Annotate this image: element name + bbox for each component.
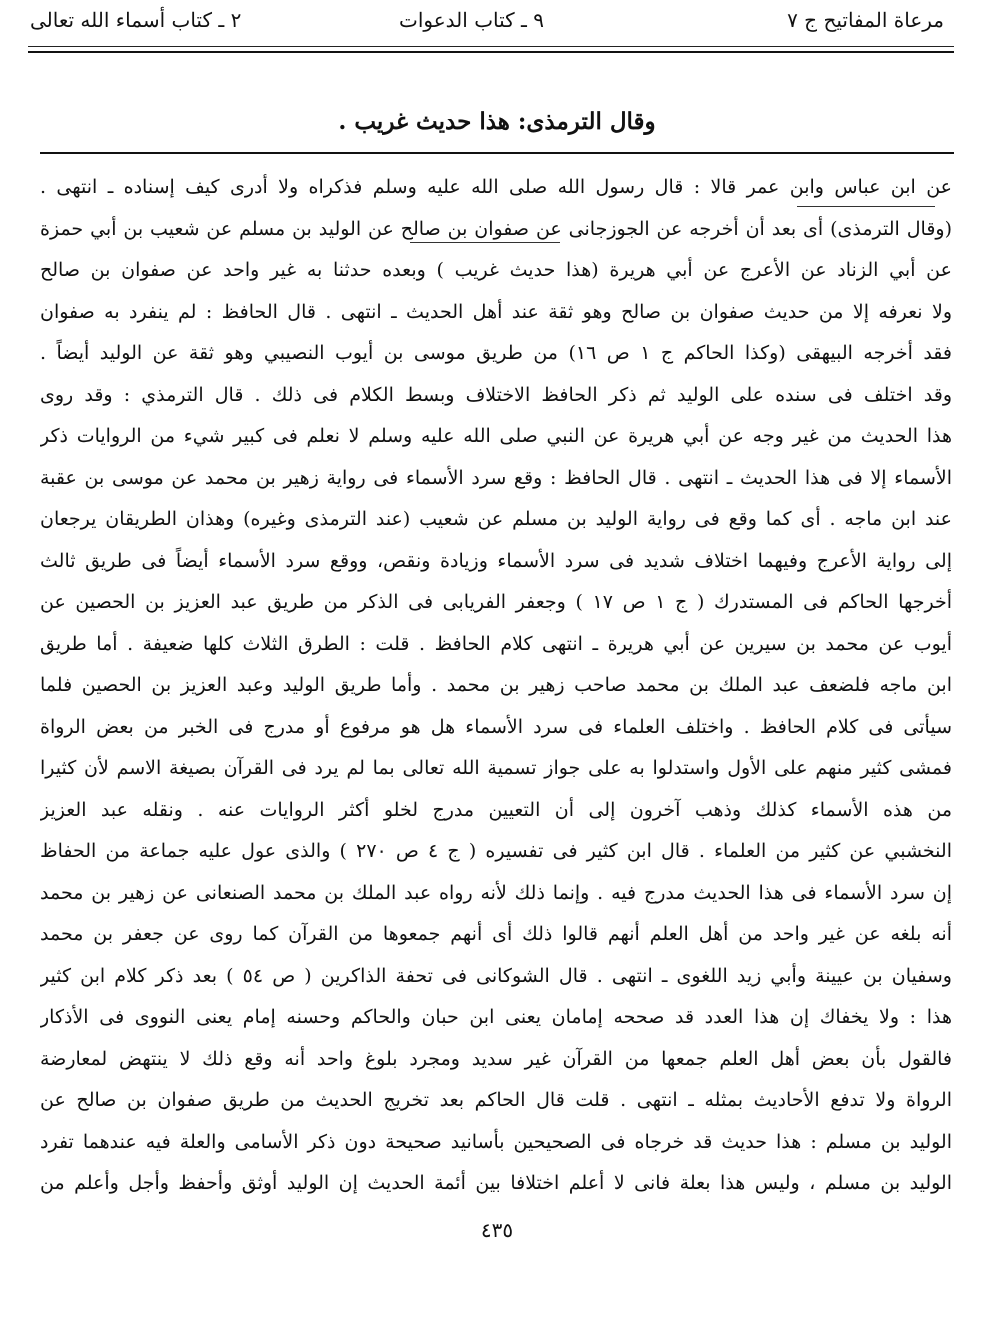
text-line: من هذه الأسماء كذلك وذهب آخرون إلى أن التعيين مدرج لخلو أكثر الروايات عنه . ونقله عبد العزيز bbox=[40, 798, 952, 821]
hadith-text-heading: وقال الترمذى: هذا حديث غريب . bbox=[338, 108, 656, 135]
text-line: هذا : ولا يخفاك إن هذا العدد قد صححه إمامان يعنى ابن حبان والحاكم وحسنه إمام يعنى النووى فى الأذكار bbox=[40, 1006, 952, 1028]
text-line: أيوب عن محمد بن سيرين عن أبي هريرة ـ انتهى كلام الحافظ . قلت : الطرق الثلاث كلها ضعيفة . أما طريق bbox=[40, 632, 952, 655]
text-line: عن أبي الزناد عن الأعرج عن أبي هريرة (هذا حديث غريب ) وبعده حدثنا به غير واحد عن صفوان بن صالح bbox=[40, 259, 952, 281]
text-line: أنه بلغه عن غير واحد من أهل العلم أنهم قالوا ذلك أى أنهم جمعوها من القرآن كما روى عن جعفر بن محمد bbox=[40, 923, 952, 945]
text-line: (وقال الترمذى) أى بعد أن أخرجه عن الجوزجانى عن صفوان بن صالح عن الوليد بن مسلم عن شعيب بن أبي حمزة bbox=[40, 217, 952, 240]
text-line: فقد أخرجه البيهقى (وكذا الحاكم ج ١ ص ١٦) من طريق موسى بن أيوب النصيبي وهو ثقة عن الوليد أيضاً . bbox=[40, 342, 952, 364]
header-rule-thin bbox=[28, 46, 954, 47]
text-line: الوليد بن مسلم : هذا حديث قد خرجاه فى الصحيحين بأسانيد صحيحة دون ذكر الأسامى والعلة فيه عندهما تفرد bbox=[40, 1130, 952, 1153]
text-line: الرواة ولا تدفع الأحاديث بمثله ـ انتهى . قلت قال الحاكم بعد تخريج الحديث من طريق صفوان بن صالح عن bbox=[40, 1089, 952, 1111]
page-number: ٤٣٥ bbox=[480, 1218, 514, 1242]
text-line: ابن ماجه فلضعف عبد الملك بن محمد صاحب زهير بن محمد . وأما طريق الوليد وعبد العزيز بن الحصين فلما bbox=[40, 674, 952, 696]
text-line: أخرجها الحاكم فى المستدرك ( ج ١ ص ١٧ ) وجعفر الفريابى فى الذكر من طريق عبد العزيز بن الحصين عن bbox=[40, 591, 952, 613]
text-line: هذا الحديث من غير وجه عن أبي هريرة عن النبي صلى الله عليه وسلم لا نعلم فى كبير شيء من الروايات ذكر bbox=[40, 425, 952, 447]
text-line: فالقول بأن بعض أهل العلم جمعها من القرآن غير سديد ومجرد بلوغ واحد أنه وقع ذلك لا ينتهض لمعارضة bbox=[40, 1047, 952, 1070]
text-line: ولا نعرفه إلا من حديث صفوان بن صالح وهو ثقة عند أهل الحديث ـ انتهى . قال الحافظ : لم ينفرد به صفوان bbox=[40, 300, 952, 323]
text-line: وقد اختلف فى سنده على الوليد ثم ذكر الحافظ الاختلاف وبسط الكلام فى ذلك . قال الترمذي : وقد روى bbox=[40, 383, 952, 406]
text-line: النخشبي عن كثير من العلماء . قال ابن كثير فى تفسيره ( ج ٤ ص ٢٧٠ ) والذى عول عليه جماعة من الحفاظ bbox=[40, 840, 952, 862]
text-line: إن سرد الأسماء فى هذا الحديث مدرج فيه . وإنما ذلك لأنه رواه عبد الملك بن محمد الصنعانى عن زهير بن محمد bbox=[40, 881, 952, 904]
text-line: فمشى كثير منهم على الأول واستدلوا به على جواز تسمية الله تعالى بما لم يرد فى القرآن بصيغة الاسم لأن كثيرا bbox=[40, 757, 952, 779]
text-line: عن ابن عباس وابن عمر قالا : قال رسول الله صلى الله عليه وسلم فذكراه ولا أدرى كيف إسناده ـ انتهى . bbox=[40, 176, 952, 198]
commentary-divider bbox=[40, 152, 954, 154]
header-section: ٩ ـ كتاب الدعوات bbox=[399, 8, 544, 32]
header-rule-thick bbox=[28, 51, 954, 53]
running-header bbox=[30, 8, 954, 38]
text-line: وسفيان بن عيينة وأبي زيد اللغوى ـ انتهى . قال الشوكانى فى تحفة الذاكرين ( ص ٥٤ ) بعد ذكر كلام ابن كثير bbox=[40, 964, 952, 987]
text-line: عند ابن ماجه . أى كما وقع فى رواية الوليد بن مسلم عن شعيب (عند الترمذى وغيره) وهذان الطريقان يرجعان bbox=[40, 508, 952, 530]
commentary-body bbox=[40, 170, 952, 1208]
text-line: إلى رواية الأعرج وفيهما اختلاف شديد فى سرد الأسماء وزيادة ونقص، ووقع سرد الأسماء أيضاً فى طريق ثالث bbox=[40, 549, 952, 572]
text-line: الوليد بن مسلم ، وليس هذا بعلة فانى لا أعلم اختلافا بين أئمة الحديث إن الوليد أوثق وأحفظ وأجل وأعلم من bbox=[40, 1172, 952, 1194]
text-line: الأسماء إلا فى هذا الحديث ـ انتهى . قال الحافظ : وقع سرد الأسماء فى رواية زهير بن محمد عن موسى بن عقبة bbox=[40, 466, 952, 489]
header-book-volume: مرعاة المفاتيح ج ٧ bbox=[787, 8, 944, 32]
header-chapter: ٢ ـ كتاب أسماء الله تعالى bbox=[30, 8, 242, 32]
text-line: سيأتى فى كلام الحافظ . واختلف العلماء فى سرد الأسماء هل هو مرفوع أو مدرج فى الخبر من بعض الرواة bbox=[40, 715, 952, 738]
